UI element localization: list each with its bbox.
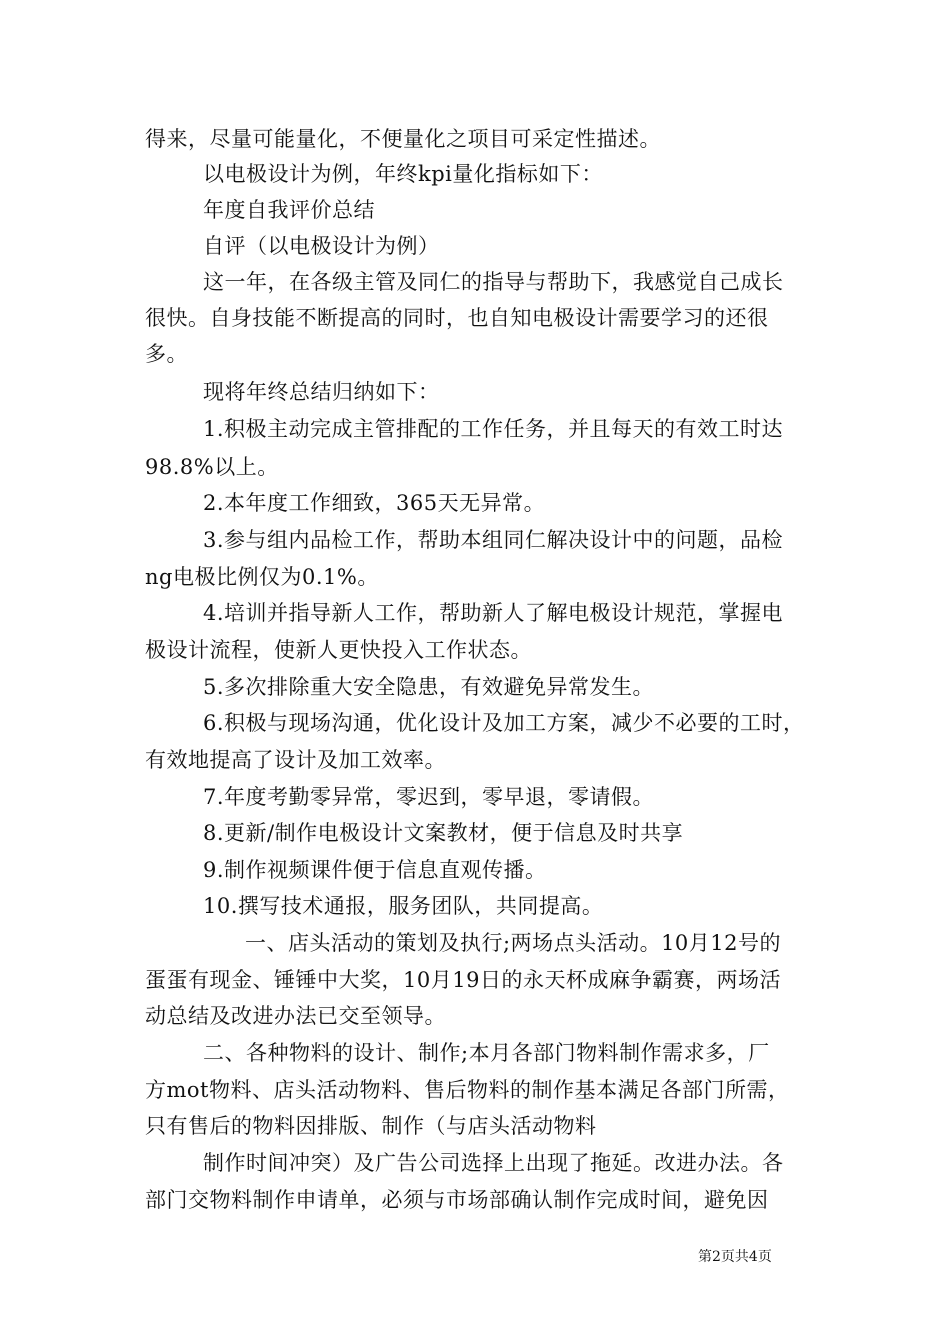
text-line: 现将年终总结归纳如下： — [203, 380, 440, 404]
text-line: 多。 — [145, 342, 188, 366]
text-line: 6.积极与现场沟通，优化设计及加工方案，减少不必要的工时， — [203, 711, 805, 735]
text-line: 年度自我评价总结 — [203, 198, 375, 222]
text-line: 以电极设计为例，年终kpi量化指标如下： — [203, 162, 603, 186]
text-line: 这一年，在各级主管及同仁的指导与帮助下，我感觉自己成长 — [203, 270, 784, 294]
text-line: 9.制作视频课件便于信息直观传播。 — [203, 858, 547, 882]
page-number: 第2页共4页 — [698, 1249, 772, 1265]
text-line: 5.多次排除重大安全隐患，有效避免异常发生。 — [203, 675, 655, 699]
text-line: 4.培训并指导新人工作，帮助新人了解电极设计规范，掌握电 — [203, 601, 784, 625]
text-line: 蛋蛋有现金、锤锤中大奖，10月19日的永天杯成麻争霸赛，两场活 — [145, 968, 781, 992]
text-line: 2.本年度工作细致，365天无异常。 — [203, 491, 546, 515]
text-line: 1.积极主动完成主管排配的工作任务，并且每天的有效工时达 — [203, 417, 784, 441]
text-line: 很快。自身技能不断提高的同时，也自知电极设计需要学习的还很 — [145, 306, 769, 330]
text-line: 二、各种物料的设计、制作;本月各部门物料制作需求多，厂 — [203, 1041, 770, 1065]
text-line: 有效地提高了设计及加工效率。 — [145, 748, 446, 772]
text-line: 极设计流程，使新人更快投入工作状态。 — [145, 638, 532, 662]
text-line: 10.撰写技术通报，服务团队，共同提高。 — [203, 894, 604, 918]
text-line: 得来，尽量可能量化，不便量化之项目可采定性描述。 — [145, 127, 661, 151]
text-line: 7.年度考勤零异常，零迟到，零早退，零请假。 — [203, 785, 655, 809]
text-line: 98.8%以上。 — [145, 455, 279, 479]
text-line: 只有售后的物料因排版、制作（与店头活动物料 — [145, 1114, 597, 1138]
text-line: 动总结及改进办法已交至领导。 — [145, 1004, 446, 1028]
text-line: 部门交物料制作申请单，必须与市场部确认制作完成时间，避免因 — [145, 1188, 769, 1212]
text-line: 制作时间冲突）及广告公司选择上出现了拖延。改进办法。各 — [203, 1151, 784, 1175]
text-line: 3.参与组内品检工作，帮助本组同仁解决设计中的问题，品检 — [203, 528, 784, 552]
text-line: 方mot物料、店头活动物料、售后物料的制作基本满足各部门所需， — [145, 1078, 790, 1102]
text-line: 自评（以电极设计为例） — [203, 234, 440, 258]
text-line: 8.更新/制作电极设计文案教材，便于信息及时共享 — [203, 821, 684, 845]
text-line: 一、店头活动的策划及执行;两场点头活动。10月12号的 — [245, 931, 782, 955]
text-line: ng电极比例仅为0.1%。 — [145, 565, 379, 589]
